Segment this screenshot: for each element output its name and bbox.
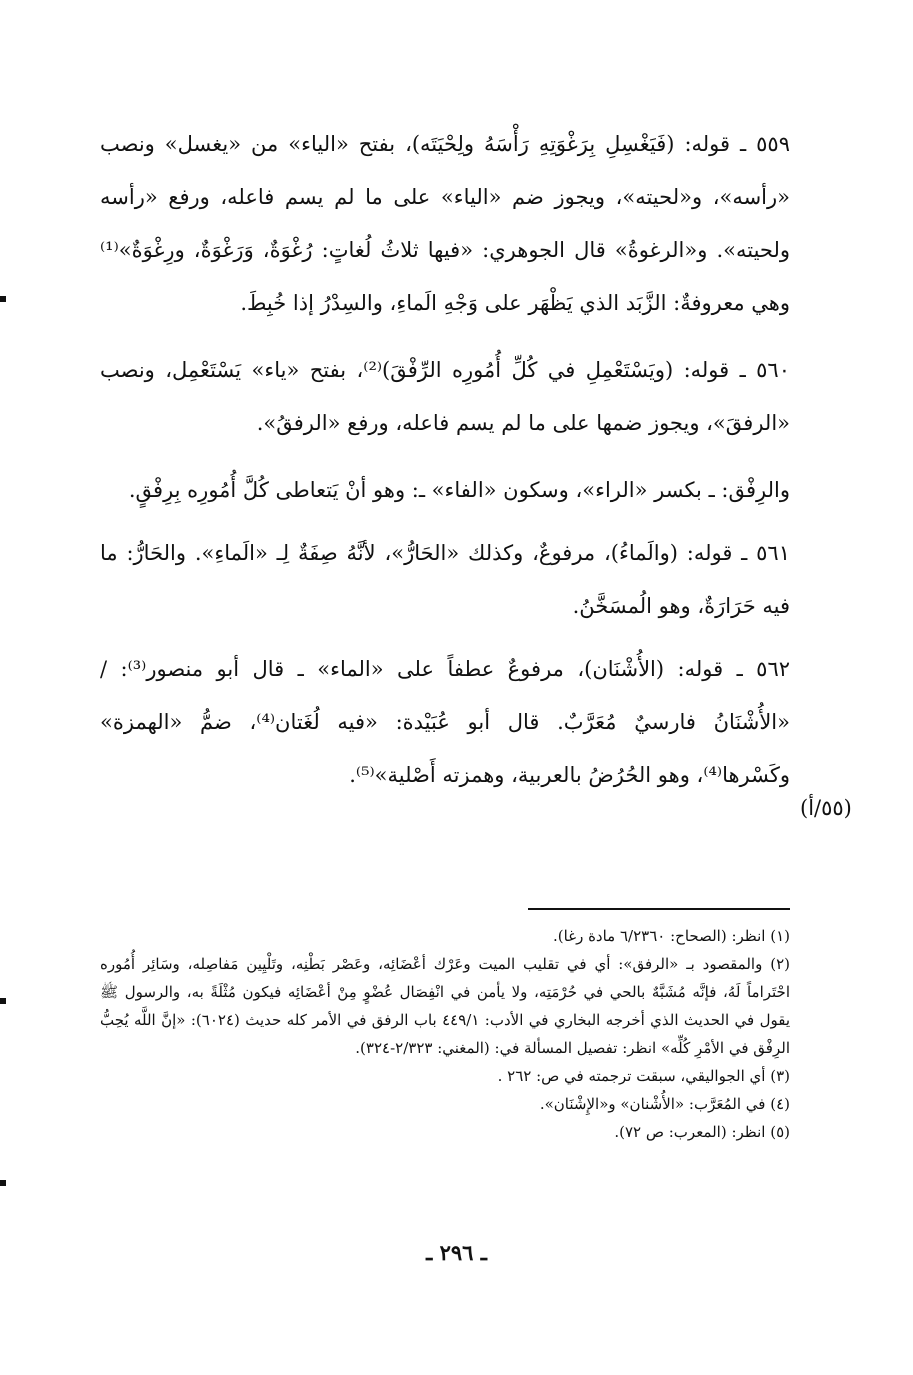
paragraph-561: ٥٦١ ـ قوله: (والَماءُ)، مرفوعٌ، وكذلك «الحَارُّ»، لأنَّهُ صِفَةٌ لِـ «الَماءِ». والحَارُّ: ما فيه حَرَارَةٌ، وهو الُمسَخَّنُ. [100, 541, 790, 618]
manuscript-folio-reference: (٥٥/أ) [800, 796, 852, 820]
scan-edge-mark [0, 1180, 6, 1186]
footnote-2: (٢) والمقصود بـ «الرفق»: أي في تقليب الميت وعَرْك أعْضَائِه، وعَصْر بَطْنِه، وتَلْيِين مَفاصِله، وسَائِر أُمُوره احْتَراماً لَهُ، فإنَّه مُشَبَّهٌ بالحي في حُرْمَتِه، ولا يأمن في انْفِصَال عُضْوٍ مِنْ أعْضَائِه فيكون مُثْلَةً به، والرسول ﷺ يقول في الحديث الذي أخرجه البخاري في الأدب: ٤٤٩/١ باب الرفق في الأمر كله حديث (٦٠٢٤): «إنَّ اللَّه يُحِبُّ الرِفْق في الأمْرِ كُلِّه» انظر: تفصيل المسألة في: (المغني: ٢/٣٢٣-٣٢٤). [100, 955, 790, 1057]
main-text [100, 118, 790, 802]
footnote-5: (٥) انظر: (المعرب: ص ٧٢). [614, 1123, 790, 1141]
footnote-divider [528, 908, 790, 910]
footnote-3: (٣) أي الجواليقي، سبقت ترجمته في ص: ٢٦٢ . [497, 1067, 790, 1085]
footnotes [100, 922, 790, 1146]
footnote-4: (٤) في المُعَرَّب: «الأُشْنان» و«الإِشْنَان». [539, 1095, 790, 1113]
paragraph-562: ٥٦٢ ـ قوله: (الأُشْنَان)، مرفوعٌ عطفاً على «الماء» ـ قال أبو منصور⁽³⁾: / «الأُشْنَانُ فارسيٌ مُعَرَّبٌ. قال أبو عُبَيْدة: «فيه لُغَتان⁽⁴⁾، ضمُّ «الهمزة» وكَسْرها⁽⁴⁾، وهو الحُرُضُ بالعربية، وهمزته أَصْلية»⁽⁵⁾. [100, 657, 791, 787]
scan-edge-mark [0, 998, 6, 1004]
paragraph-rifq: والرِفْق: ـ بكسر «الراء»، وسكون «الفاء» ـ: وهو أنْ يَتعاطى كُلَّ أُمُورِه بِرِفْقٍ. [128, 478, 790, 502]
paragraph-559: ٥٥٩ ـ قوله: (فَيَغْسِلِ بِرَغْوَتِهِ رَأْسَهُ ولِحْيَتَه)، بفتح «الياء» من «يغسل» ونصب «رأسه»، و«لحيته»، ويجوز ضم «الياء» على ما لم يسم فاعله، ورفع «رأسه ولحيته». و«الرغوةُ» قال الجوهري: «فيها ثلاثُ لُغاتٍ: رُغْوَةٌ، وَرَغْوَةٌ، ورِغْوَةٌ»⁽¹⁾ وهي معروفةٌ: الزَّبَد الذي يَظْهَر على وَجْهِ الَماءِ، والسِدْرُ إذا خُبِطَ. [100, 132, 790, 315]
scan-edge-mark [0, 296, 6, 302]
page-number: ـ ٢٩٦ ـ [426, 1240, 487, 1265]
paragraph-560: ٥٦٠ ـ قوله: (ويَسْتَعْمِلِ في كُلِّ أُمُورِه الرِّفْقَ)⁽²⁾، بفتح «ياء» يَسْتَعْمِل، ونصب «الرفقَ»، ويجوز ضمها على ما لم يسم فاعله، ورفع «الرفقُ». [100, 358, 790, 435]
footnote-1: (١) انظر: (الصحاح: ٦/٢٣٦٠ مادة رغا). [553, 927, 790, 945]
